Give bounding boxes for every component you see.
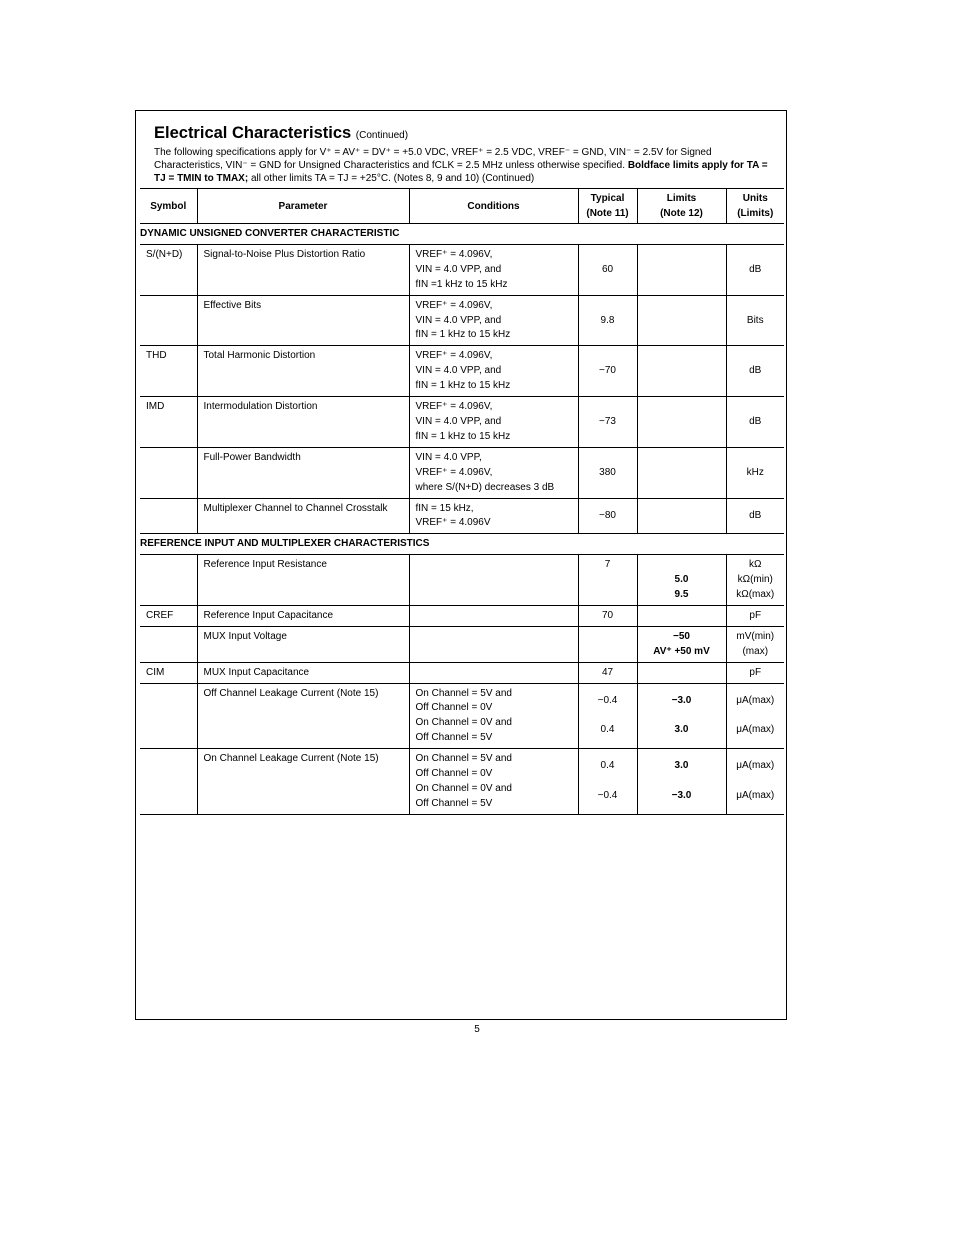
condition-line: fIN = 1 kHz to 15 kHz [415, 329, 511, 341]
limit-line: −3.0 [671, 790, 692, 802]
condition-line: VIN = 4.0 VPP, [415, 451, 482, 463]
table-header-row [140, 189, 784, 224]
typical-line: −0.4 [597, 790, 618, 802]
unit-line: μA(max) [736, 760, 775, 772]
parameter-cell: Off Channel Leakage Current (Note 15) [197, 683, 409, 749]
unit-line: μA(max) [736, 724, 775, 736]
unit-line: mV(min) [736, 630, 775, 642]
intro-tail: all other limits TA = TJ = +25°C. (Notes 8, 9 and 10) (Continued) [250, 173, 535, 184]
typical-cell: 7 [578, 555, 637, 606]
limits-cell [637, 346, 726, 397]
limit-line: 3.0 [674, 760, 689, 772]
table-row [140, 626, 784, 662]
unit-line: kΩ(min) [737, 574, 773, 586]
typical-cell: 380 [578, 447, 637, 498]
condition-line: On Channel = 5V and [415, 687, 512, 699]
col-conditions: Conditions [409, 189, 578, 224]
parameter-cell: Signal-to-Noise Plus Distortion Ratio [197, 244, 409, 295]
symbol-cell: IMD [140, 397, 197, 448]
page-title [154, 123, 774, 146]
condition-line: On Channel = 5V and [415, 753, 512, 765]
unit-line: μA(max) [736, 790, 775, 802]
conditions-cell [409, 605, 578, 626]
units-cell: dB [726, 346, 784, 397]
limits-cell [637, 498, 726, 534]
unit-line: kΩ(max) [736, 589, 775, 601]
typical-line: −0.4 [597, 694, 618, 706]
limits-cell [637, 683, 726, 749]
condition-line: Off Channel = 5V [415, 732, 493, 744]
page-number: 5 [474, 1024, 480, 1035]
section-header [140, 224, 784, 245]
parameter-cell: Reference Input Resistance [197, 555, 409, 606]
typical-cell: −80 [578, 498, 637, 534]
table-row [140, 662, 784, 683]
units-cell: Bits [726, 295, 784, 346]
table-row [140, 555, 784, 606]
parameter-cell: Reference Input Capacitance [197, 605, 409, 626]
units-cell [726, 626, 784, 662]
intro-bold: Boldface limits apply for TA = TJ = TMIN to TMAX; [154, 160, 768, 184]
table-row [140, 346, 784, 397]
units-cell: dB [726, 397, 784, 448]
limits-cell [637, 662, 726, 683]
limit-line: −3.0 [671, 694, 692, 706]
condition-line: VREF⁺ = 4.096V, [415, 350, 493, 362]
parameter-cell: Effective Bits [197, 295, 409, 346]
conditions-cell [409, 498, 578, 534]
limit-line: 3.0 [674, 724, 689, 736]
typical-cell [578, 683, 637, 749]
condition-line: Off Channel = 0V [415, 768, 493, 780]
condition-line: VREF⁺ = 4.096V, [415, 401, 493, 413]
table-row [140, 498, 784, 534]
conditions-cell [409, 626, 578, 662]
symbol-cell [140, 498, 197, 534]
section-header [140, 534, 784, 555]
condition-line: Off Channel = 5V [415, 797, 493, 809]
table-row [140, 397, 784, 448]
typical-cell: 60 [578, 244, 637, 295]
conditions-cell [409, 662, 578, 683]
condition-line: VIN = 4.0 VPP, and [415, 314, 502, 326]
limits-cell [637, 244, 726, 295]
table-row [140, 749, 784, 815]
units-cell [726, 683, 784, 749]
table-row [140, 447, 784, 498]
parameter-cell: Multiplexer Channel to Channel Crosstalk [197, 498, 409, 534]
section-title: REFERENCE INPUT AND MULTIPLEXER CHARACTERISTICS [140, 534, 784, 555]
section-title: DYNAMIC UNSIGNED CONVERTER CHARACTERISTIC [140, 224, 784, 245]
limit-line: 5.0 [674, 574, 689, 586]
typical-cell [578, 626, 637, 662]
condition-line: On Channel = 0V and [415, 783, 512, 794]
typical-line: 0.4 [600, 724, 615, 736]
spec-table [140, 188, 784, 815]
intro-text: The following specifications apply for V⁺ = AV⁺ = DV⁺ = +5.0 VDC, VREF⁺ = 2.5 VDC, VREF⁻ = GND, VIN⁻ = 2.5V for Signed Characteristics, VIN⁻ = GND for Unsigned Characteristics and fCLK = 2.5 MHz unless otherwise specified. [154, 147, 712, 171]
typical-cell: −70 [578, 346, 637, 397]
condition-line: VREF⁺ = 4.096V, [415, 466, 493, 478]
col-limits: Limits (Note 12) [637, 189, 726, 224]
page-frame [135, 110, 787, 1020]
condition-line: On Channel = 0V and [415, 717, 512, 729]
limit-line: −50 [673, 630, 690, 642]
symbol-cell [140, 626, 197, 662]
conditions-cell [409, 397, 578, 448]
typical-cell: −73 [578, 397, 637, 448]
condition-line: VREF⁺ = 4.096V [415, 517, 491, 529]
table-row [140, 244, 784, 295]
parameter-cell: MUX Input Capacitance [197, 662, 409, 683]
units-cell [726, 749, 784, 815]
col-units: Units (Limits) [726, 189, 784, 224]
units-cell: kHz [726, 447, 784, 498]
header [154, 123, 774, 185]
limit-line [644, 558, 720, 573]
limit-line: AV⁺ +50 mV [653, 645, 710, 657]
symbol-cell: CIM [140, 662, 197, 683]
parameter-cell: Intermodulation Distortion [197, 397, 409, 448]
limits-cell [637, 555, 726, 606]
col-typical: Typical (Note 11) [578, 189, 637, 224]
typical-cell [578, 749, 637, 815]
conditions-cell [409, 683, 578, 749]
conditions-cell [409, 346, 578, 397]
typical-cell: 47 [578, 662, 637, 683]
limit-line: 9.5 [674, 589, 689, 601]
condition-line: VIN = 4.0 VPP, and [415, 263, 502, 275]
units-cell: dB [726, 244, 784, 295]
conditions-cell [409, 244, 578, 295]
condition-line: fIN = 1 kHz to 15 kHz [415, 430, 511, 442]
condition-line: fIN =1 kHz to 15 kHz [415, 278, 508, 290]
units-cell [726, 555, 784, 606]
table-row [140, 295, 784, 346]
symbol-cell: CREF [140, 605, 197, 626]
symbol-cell [140, 749, 197, 815]
intro-paragraph [154, 146, 774, 185]
condition-line: where S/(N+D) decreases 3 dB [415, 481, 555, 493]
typical-cell: 9.8 [578, 295, 637, 346]
unit-line: μA(max) [736, 694, 775, 706]
condition-line: VIN = 4.0 VPP, and [415, 415, 502, 427]
conditions-cell [409, 295, 578, 346]
table-row [140, 605, 784, 626]
symbol-cell [140, 447, 197, 498]
limits-cell [637, 605, 726, 626]
conditions-cell [409, 555, 578, 606]
title-suffix: (Continued) [355, 130, 409, 141]
conditions-cell [409, 749, 578, 815]
col-symbol: Symbol [140, 189, 197, 224]
condition-line: fIN = 15 kHz, [415, 502, 474, 514]
symbol-cell: THD [140, 346, 197, 397]
condition-line: fIN = 1 kHz to 15 kHz [415, 380, 511, 392]
unit-line: (max) [742, 645, 769, 657]
symbol-cell [140, 683, 197, 749]
limits-cell [637, 447, 726, 498]
unit-line: kΩ [749, 559, 762, 571]
typical-line: 0.4 [600, 760, 615, 772]
symbol-cell [140, 555, 197, 606]
parameter-cell: Total Harmonic Distortion [197, 346, 409, 397]
parameter-cell: MUX Input Voltage [197, 626, 409, 662]
conditions-cell [409, 447, 578, 498]
condition-line: VREF⁺ = 4.096V, [415, 299, 493, 311]
limits-cell [637, 397, 726, 448]
limits-cell [637, 295, 726, 346]
limits-cell [637, 749, 726, 815]
condition-line: VIN = 4.0 VPP, and [415, 365, 502, 377]
condition-line: VREF⁺ = 4.096V, [415, 248, 493, 260]
typical-cell: 70 [578, 605, 637, 626]
condition-line: Off Channel = 0V [415, 702, 493, 714]
col-parameter: Parameter [197, 189, 409, 224]
title-text: Electrical Characteristics [154, 124, 352, 142]
units-cell: pF [726, 662, 784, 683]
parameter-cell: On Channel Leakage Current (Note 15) [197, 749, 409, 815]
table-row [140, 683, 784, 749]
parameter-cell: Full-Power Bandwidth [197, 447, 409, 498]
limits-cell [637, 626, 726, 662]
units-cell: pF [726, 605, 784, 626]
units-cell: dB [726, 498, 784, 534]
symbol-cell: S/(N+D) [140, 244, 197, 295]
symbol-cell [140, 295, 197, 346]
